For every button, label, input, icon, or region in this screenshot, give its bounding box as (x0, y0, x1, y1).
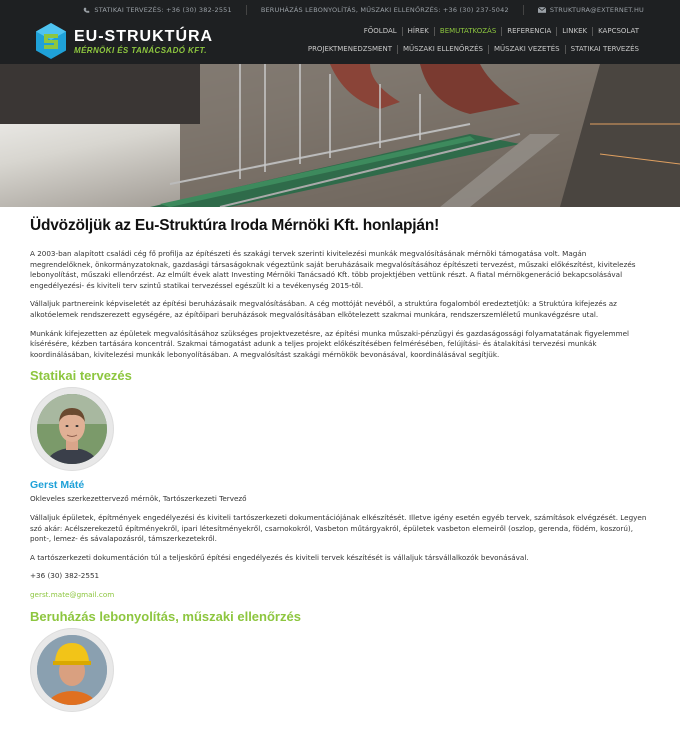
person-name: Gerst Máté (30, 479, 85, 492)
mail-icon (538, 7, 546, 13)
avatar-second-person (30, 628, 114, 712)
beruhazas-phone[interactable] (261, 6, 509, 14)
nav-muszaki-vezetes[interactable]: MŰSZAKI VEZETÉS (488, 45, 565, 54)
contact-email[interactable] (538, 6, 644, 14)
top-contact-bar (0, 0, 680, 20)
divider (246, 5, 247, 15)
person-role: Okleveles szerkezettervező mérnök, Tartószerkezeti Tervező (30, 494, 247, 504)
statikai-phone-text: STATIKAI TERVEZÉS: +36 (30) 382-2551 (94, 6, 232, 14)
beruhazas-phone-text: BERUHÁZÁS LEBONYOLÍTÁS, MŰSZAKI ELLENŐRZÉS: +36 (30) 237-5042 (260, 6, 509, 14)
intro-paragraph-3: Munkánk kifejezetten az épületek megvalósításához szükséges projektvezetésre, az építési munka műszaki-pénzügyi és gazdaságossági folyamatatának figyelemmel kísérésére, kézben tartására koncentrál. Szakmai támogatást adunk a teljes projekt előkészítésében felmérésében, felújítási- és átalakítási tervezési munkák koordinálásában, kivitelezési munkák lebonyolításában. A megvalósítást szakági mérnökök bevonásával, koordinálásával segítjük. (30, 328, 630, 359)
person-phone: +36 (30) 382-2551 (30, 571, 100, 581)
avatar-gerst-mate (30, 387, 114, 471)
phone-icon (83, 7, 90, 14)
divider (523, 5, 524, 15)
intro-paragraph-1: A 2003-ban alapított családi cég fő profilja az építészeti és szakági tervek szerinti kivitelezési munkák megvalósításának mérnöki támogatása volt. Magán megrendelőknek, önkormányzatoknak, gazdasági társaságoknak végeztünk saját beruházásaik megvalósításához építészeti tervezést, műszaki előkészítést, kivitelezés lebonyolítást, műszaki ellenőrzést. Az elmúlt évek alatt Investing Mérnöki Tanácsadó Kft. több projektjében vettünk részt. A fiatal mérnökgeneráció bekapcsolásával engedélyezési- és kiviteli terv szintű statikai tervezéssel egészült ki a tevékenység 2015-től. (30, 249, 636, 290)
section-heading-beruhazas: Beruházás lebonyolítás, műszaki ellenőrzés (30, 608, 301, 624)
nav-linkek[interactable]: LINKEK (556, 27, 592, 36)
logo-subtitle: MÉRNÖKI ÉS TANÁCSADÓ KFT. (74, 45, 207, 55)
nav-bemutatkozas[interactable]: BEMUTATKOZÁS (434, 27, 501, 36)
nav-muszaki-ellenorzes[interactable]: MŰSZAKI ELLENŐRZÉS (397, 45, 488, 54)
contact-email-text: STRUKTURA@EXTERNET.HU (549, 6, 644, 14)
section-heading-statikai: Statikai tervezés (30, 368, 132, 384)
service-description-2: A tartószerkezeti dokumentáción túl a teljeskörű építési engedélyezés és kiviteli tervek készítését is vállaljuk társvállalkozók bevonásával. (30, 552, 529, 562)
nav-referencia[interactable]: REFERENCIA (501, 27, 556, 36)
service-nav (303, 45, 644, 54)
main-content (0, 217, 680, 712)
logo-mark-icon (34, 22, 68, 60)
nav-projektmenedzsment[interactable]: PROJEKTMENEDZSMENT (307, 45, 392, 53)
nav-statikai-tervezes[interactable]: STATIKAI TERVEZÉS (565, 45, 644, 54)
industrial-site-illustration (0, 64, 680, 207)
nav-fooldal[interactable]: FŐOLDAL (363, 27, 397, 35)
hero-banner-image (0, 64, 680, 207)
site-header (0, 20, 680, 64)
page-title: Üdvözöljük az Eu-Struktúra Iroda Mérnöki Kft. honlapján! (30, 217, 440, 234)
portrait-photo-hardhat (37, 635, 107, 705)
portrait-photo (37, 394, 107, 464)
site-logo[interactable] (34, 22, 213, 60)
logo-title: EU-STRUKTÚRA (74, 27, 214, 45)
intro-paragraph-2: Vállaljuk partnereink képviseletét az építési beruházásaik megvalósításában. A cég mottóját nevéből, a struktúra fogalomból eredeztetjük: a Struktúra kifejezés az alkotóelemek rendszerezett egységére, az építőipari beruházások megvalósításában elkötelezett szakmai munkára, rendszerszemléletű munkavégzésre utal. (30, 299, 617, 319)
service-description-1: Vállaljuk épületek, építmények engedélyezési és kiviteli tartószerkezeti dokumentációjának elkészítését. Illetve igény esetén egyéb tervek, számítások elvégzését. Legyen szó akár: Acélszerekezetű építményekről, ipari létesítményekről, csarnokokról, Vasbeton műtárgyakról, épületek vasbeton elemeiről (oszlop, gerenda, födém, koszorú), pont-, lemez- és sávalapozásról, támszerkezetekről. (30, 512, 647, 544)
person-email-link[interactable]: gerst.mate@gmail.com (30, 589, 115, 599)
statikai-phone[interactable] (83, 6, 231, 14)
nav-hirek[interactable]: HÍREK (402, 27, 434, 36)
main-nav (359, 27, 644, 36)
nav-kapcsolat[interactable]: KAPCSOLAT (592, 27, 644, 36)
